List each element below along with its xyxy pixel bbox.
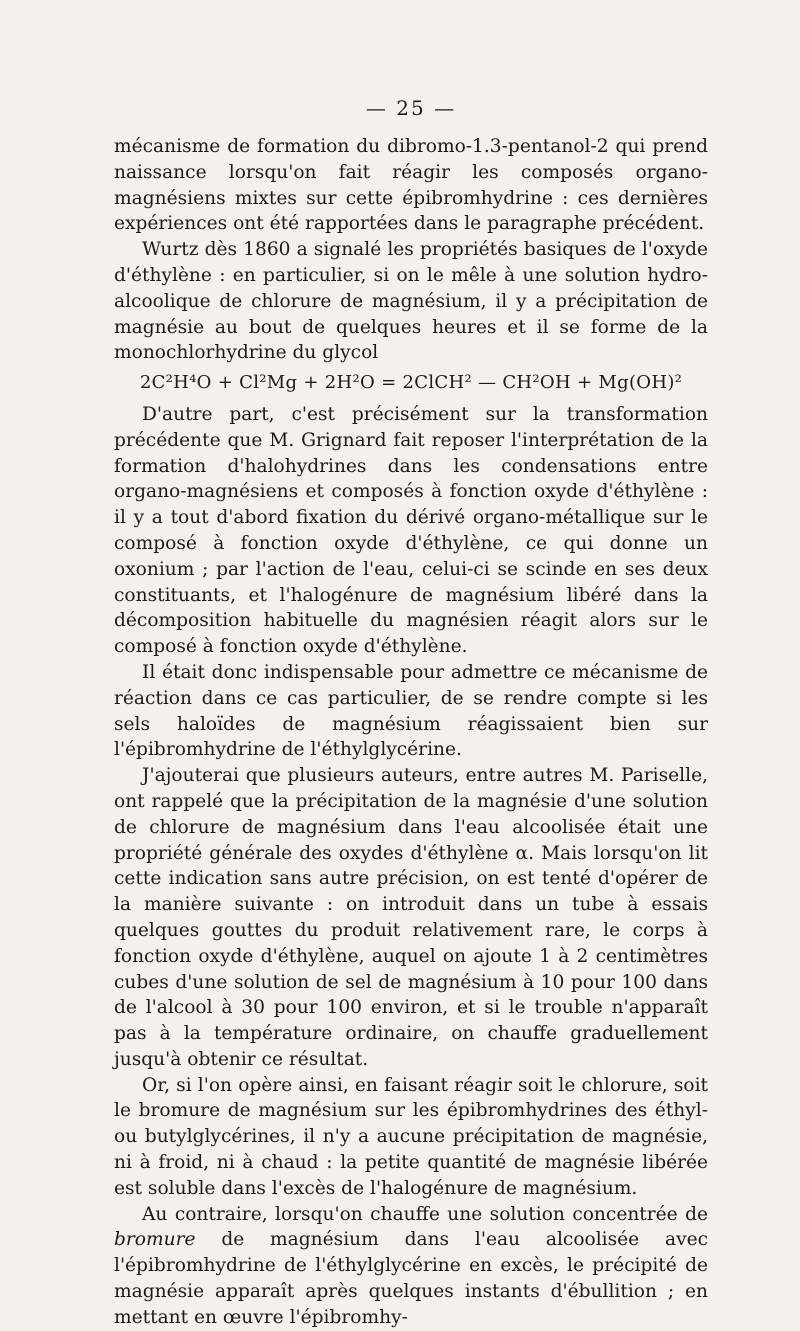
paragraph-3: D'autre part, c'est précisément sur la transformation précédente que M. Grignard fait reposer l'interprétation de la formation d'halohydrines dans les condensations entre organo-magnésiens et composés à fonction oxyde d'éthylène : il y a tout d'abord fixation du dérivé organo-métallique sur le composé à fonction oxyde d'éthylène, ce qui donne un oxonium ; par l'action de l'eau, celui-ci se scinde en ses deux constituants, et l'halogénure de magnésium libéré dans la décomposition habituelle du magnésien réagit alors sur le composé à fonction oxyde d'éthylène.	[114, 403, 708, 658]
paragraph-1: mécanisme de formation du dibromo-1.3-pentanol-2 qui prend naissance lorsqu'on fait réagir les composés organo-magnésiens mixtes sur cette épibromhydrine : ces dernières expériences ont été rapportées dans le paragraphe précédent.	[114, 136, 708, 235]
paragraph-7-end: de magnésium dans l'eau alcoolisée avec l'épibromhydrine de l'éthylglycérine en excès, le précipité de magnésie apparaît après quelques instants d'ébullition ; en mettant en œuvre l'épibromhy-	[114, 1229, 708, 1328]
paragraph-5: J'ajouterai que plusieurs auteurs, entre autres M. Pariselle, ont rappelé que la précipitation de la magnésie d'une solution de chlorure de magnésium dans l'eau alcoolisée était une propriété générale des oxydes d'éthylène α. Mais lorsqu'on lit cette indication sans autre précision, on est tenté d'opérer de la manière suivante : on introduit dans un tube à essais quelques gouttes du produit relativement rare, le corps à fonction oxyde d'éthylène, auquel on ajoute 1 à 2 centimètres cubes d'une solution de sel de magnésium à 10 pour 100 dans de l'alcool à 30 pour 100 environ, et si le trouble n'apparaît pas à la température ordinaire, on chauffe graduellement jusqu'à obtenir ce résultat.	[114, 765, 708, 1070]
paragraph-2: Wurtz dès 1860 a signalé les propriétés basiques de l'oxyde d'éthylène : en particulier, si on le mêle à une solution hydro-alcoolique de chlorure de magnésium, il y a précipitation de magnésie au bout de quelques heures et il se forme de la monochlorhydrine du glycol	[114, 239, 708, 364]
paragraph-7	[114, 1202, 708, 1331]
paragraph-7-start: Au contraire, lorsqu'on chauffe une solution concentrée de	[142, 1203, 708, 1225]
paragraph-4: Il était donc indispensable pour admettre ce mécanisme de réaction dans ce cas particulier, de se rendre compte si les sels haloïdes de magnésium réagissaient bien sur l'épibromhydrine de l'éthylglycérine.	[114, 661, 708, 761]
italic-word-bromure: bromure	[114, 1229, 196, 1251]
chemical-equation: 2C²H⁴O + Cl²Mg + 2H²O = 2ClCH² — CH²OH + Mg(OH)²	[139, 372, 683, 394]
paragraph-6: Or, si l'on opère ainsi, en faisant réagir soit le chlorure, soit le bromure de magnésium sur les épibromhydrines des éthyl- ou butylglycérines, il n'y a aucune précipitation de magnésie, ni à froid, ni à chaud : la petite quantité de magnésie libérée est soluble dans l'excès de l'halogénure de magnésium.	[114, 1074, 708, 1199]
page-number: — 25 —	[365, 96, 457, 120]
